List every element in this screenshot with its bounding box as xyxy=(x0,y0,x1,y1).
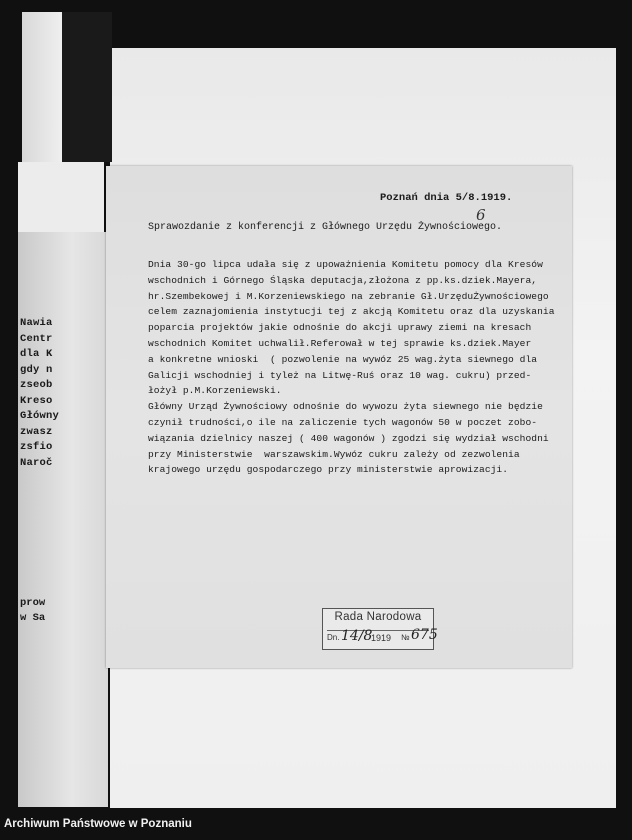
registration-stamp xyxy=(322,608,438,650)
left-page-fragment: zwasz xyxy=(20,425,53,438)
body-line: wschodnich i Górnego Śląska deputacja,złożona z pp.ks.dziek.Mayera, xyxy=(148,274,538,286)
left-page-fragment: Naroč xyxy=(20,456,53,469)
left-page-fragment: zsfio xyxy=(20,441,53,453)
stamp-number: 675 xyxy=(411,627,438,643)
body-line: przy Ministerstwie warszawskim.Wywóz cukru zależy od zezwolenia xyxy=(148,448,520,460)
left-page-fragment: w Sa xyxy=(20,612,46,624)
body-line: poparcia projektów jakie odnośnie do akcji uprawy ziemi na kresach xyxy=(148,322,532,334)
left-page-fragment: prow xyxy=(20,597,46,609)
left-page-fragment: Nawia xyxy=(20,317,53,329)
document-page xyxy=(106,166,572,668)
body-line: hr.Szembekowej i M.Korzeniewskiego na zebranie Gł.UrzęduŻywnościowego xyxy=(148,290,549,302)
document-date: Poznań dnia 5/8.1919. xyxy=(380,192,513,204)
left-page-fragment: dla K xyxy=(20,348,53,360)
stamp-year: 1919 xyxy=(371,633,392,643)
left-page-text xyxy=(20,316,70,471)
body-line: czynił trudności,o ile na zaliczenie tych wagonów 50 w poczet zobo- xyxy=(148,416,538,428)
left-page-fragment: zseob xyxy=(20,379,53,391)
handwritten-page-number: 6 xyxy=(476,206,486,224)
document-body xyxy=(148,257,555,478)
left-paper-strip xyxy=(22,12,62,162)
archive-caption: Archiwum Państwowe w Poznaniu xyxy=(4,818,192,830)
stamp-number-label: № xyxy=(401,633,410,642)
dark-gap xyxy=(62,12,112,162)
body-line: celem zaznajomienia instytucji tej z akcją Komitetu oraz dla uzyskania xyxy=(148,306,555,318)
body-line: Dnia 30-go lipca udała się z upoważnienia Komitetu pomocy dla Kresów xyxy=(148,259,543,270)
document-heading: Sprawozdanie z konferencji z Głównego Urzędu Żywnościowego. xyxy=(148,222,503,233)
stamp-date-prefix: Dn. xyxy=(327,633,340,642)
body-line: Galicji wschodniej i tyleż na Litwę-Ruś oraz 10 wag. cukru) przed- xyxy=(148,369,532,381)
left-page-fragment: Kreso xyxy=(20,394,53,407)
stamp-day: 14/8 xyxy=(341,628,373,644)
left-page-fragment: Główny xyxy=(20,410,60,422)
stamp-entry-row xyxy=(327,627,438,647)
stamp-title: Rada Narodowa xyxy=(334,611,422,623)
left-page-fragment: gdy n xyxy=(20,363,53,376)
body-line: łożył p.M.Korzeniewski. xyxy=(148,385,282,397)
left-page-text-bottom xyxy=(20,596,70,626)
left-paper-edge xyxy=(18,162,104,234)
body-line: Główny Urząd Żywnościowy odnośnie do wywozu żyta siewnego nie będzie xyxy=(148,401,543,413)
left-page-fragment: Centr xyxy=(20,332,53,345)
body-line: wschodnich Komitet uchwalił.Referował w tej sprawie ks.dziek.Mayer xyxy=(148,337,532,349)
body-line: krajowego urzędu gospodarczego przy ministerstwie aprowizacji. xyxy=(148,464,509,476)
body-line: wiązania dzielnicy naszej ( 400 wagonów ) zgodzi się wydział wschodni xyxy=(148,432,549,444)
body-line: a konkretne wnioski ( pozwolenie na wywóz 25 wag.żyta siewnego dla xyxy=(148,353,538,365)
